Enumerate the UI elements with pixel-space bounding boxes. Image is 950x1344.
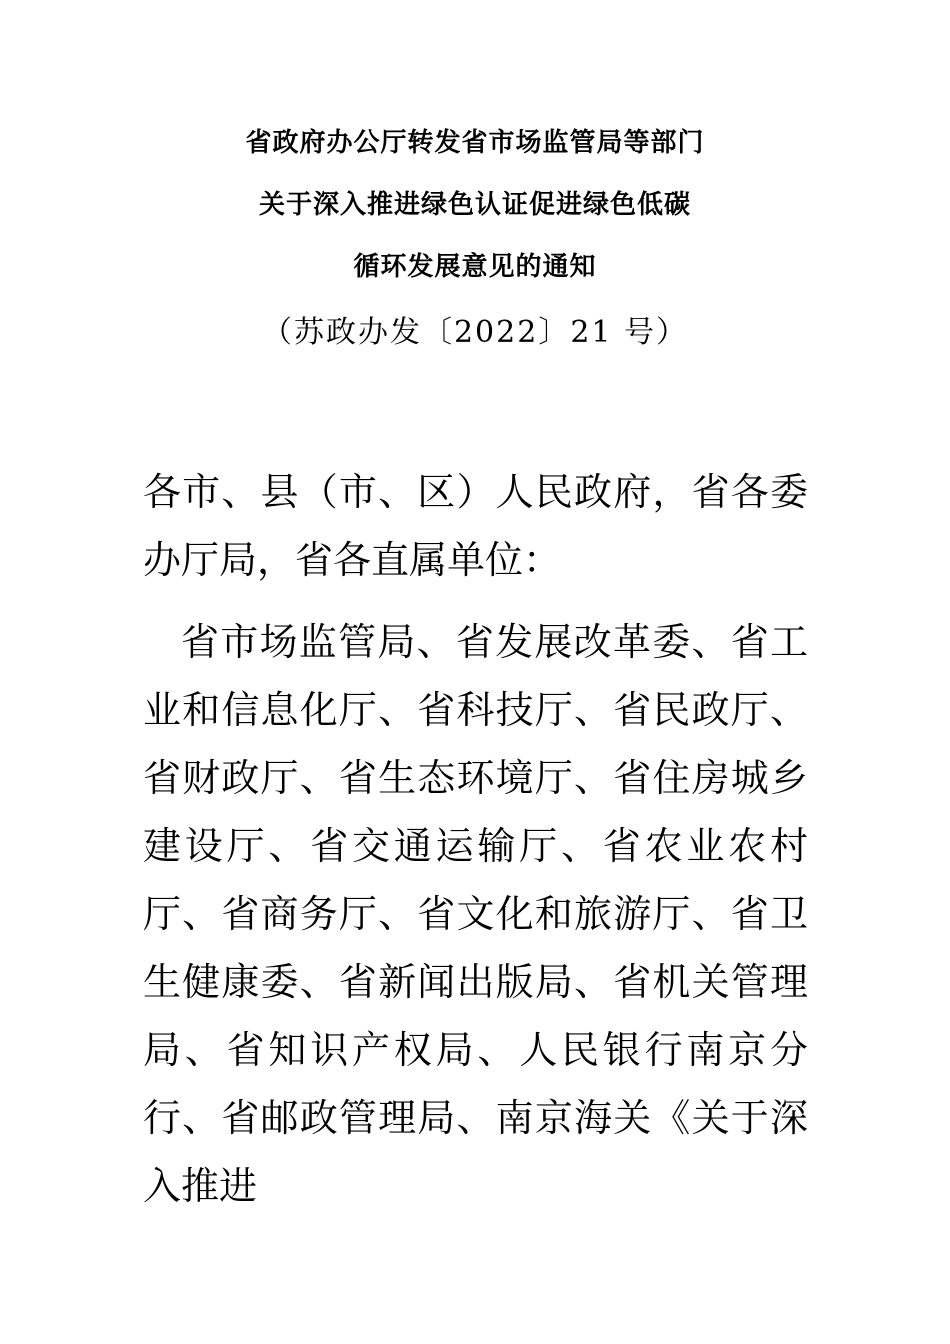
document-number: （苏政办发〔2022〕21 号） <box>261 315 689 350</box>
title-line-3: 循环发展意见的通知 <box>353 252 597 282</box>
body-paragraph: 省市场监管局、省发展改革委、省工业和信息化厅、省科技厅、省民政厅、省财政厅、省生态环境厅、省住房城乡建设厅、省交通运输厅、省农业农村厅、省商务厅、省文化和旅游厅、省卫生健康委、省新闻出版局、省机关管理局、省知识产权局、人民银行南京分行、省邮政管理局、南京海关《关于深入推进 <box>143 620 808 1208</box>
document-body <box>143 458 808 1220</box>
document-title <box>0 120 950 358</box>
salutation: 各市、县（市、区）人民政府，省各委办厅局，省各直属单位： <box>143 470 808 582</box>
title-line-2: 关于深入推进绿色认证促进绿色低碳 <box>258 190 691 220</box>
title-line-1: 省政府办公厅转发省市场监管局等部门 <box>245 128 705 158</box>
